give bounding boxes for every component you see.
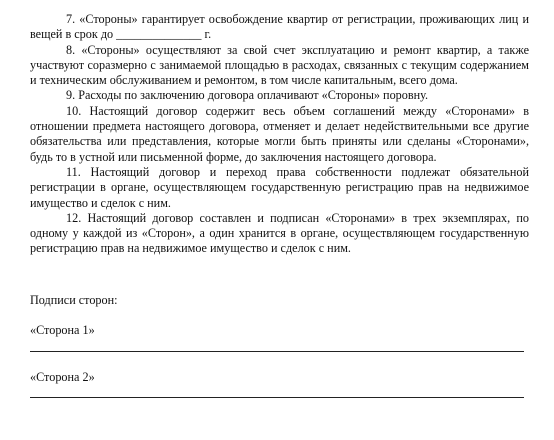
clause-12: 12. Настоящий договор составлен и подписан «Сторонами» в трех экземплярах, по одному у каждой из «Сторон», а один хранится в органе, осуществляющем государственную регистрацию прав на недвижимое имущество и сделок с ним. — [30, 210, 529, 256]
party-2-signature-line — [30, 397, 524, 398]
clause-7: 7. «Стороны» гарантирует освобождение квартир от регистрации, проживающих лиц и вещей в срок до ______________ г. — [30, 12, 529, 42]
clause-10: 10. Настоящий договор содержит весь объем соглашений между «Сторонами» в отношении предмета настоящего договора, отменяет и делает недействительными все другие обязательства или представления, которые могли быть приняты или сделаны «Сторонами», будь то в устной или письменной форме, до заключения настоящего договора. — [30, 103, 529, 164]
signatures-title: Подписи сторон: — [30, 293, 118, 307]
signatures-section — [30, 293, 529, 384]
party-1-label: «Сторона 1» — [30, 323, 95, 337]
clause-11: 11. Настоящий договор и переход права собственности подлежат обязательной регистрации в органе, осуществляющем государственную регистрацию прав на недвижимое имущество и сделок с ним. — [30, 164, 529, 210]
document-body — [30, 12, 529, 257]
clause-8: 8. «Стороны» осуществляют за свой счет эксплуатацию и ремонт квартир, а также участвуют соразмерно с занимаемой площадью в расходах, связанных с текущим содержанием и техническим обслуживанием и ремонтом, в том числе капитальным, всего дома. — [30, 42, 529, 88]
party-2-label: «Сторона 2» — [30, 370, 95, 384]
clause-9: 9. Расходы по заключению договора оплачивают «Стороны» поровну. — [66, 88, 429, 103]
party-1-signature-line — [30, 351, 524, 352]
